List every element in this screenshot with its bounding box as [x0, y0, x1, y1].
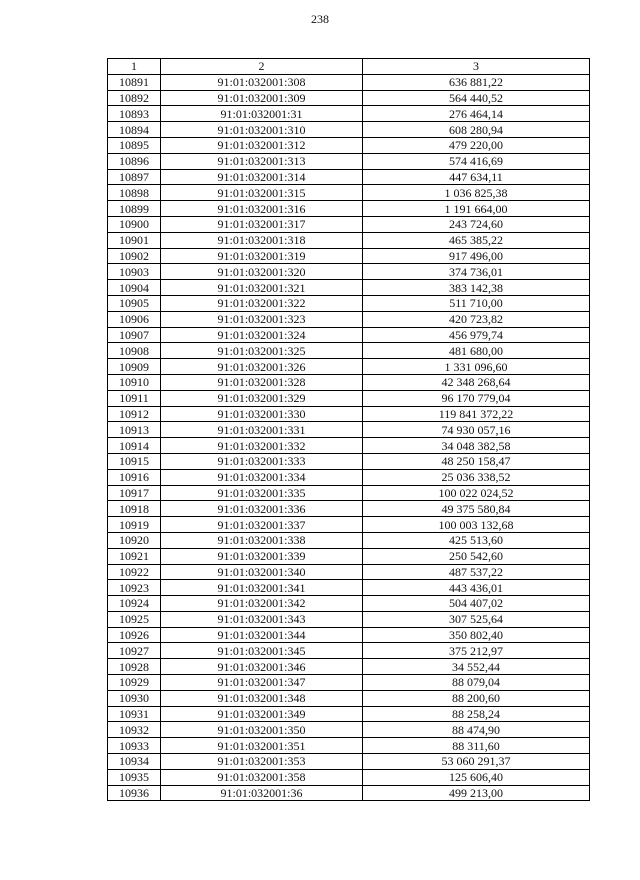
- value-cell: 443 436,01: [363, 580, 590, 596]
- value-cell: 119 841 372,22: [363, 406, 590, 422]
- table-row: [108, 706, 590, 722]
- table-row: [108, 469, 590, 485]
- value-cell: 74 930 057,16: [363, 422, 590, 438]
- cadastral-number-cell: 91:01:032001:338: [161, 532, 363, 548]
- value-cell: 125 606,40: [363, 769, 590, 785]
- table-row: [108, 169, 590, 185]
- row-number-cell: 10907: [108, 327, 161, 343]
- value-cell: 375 212,97: [363, 643, 590, 659]
- value-cell: 88 079,04: [363, 675, 590, 691]
- cadastral-number-cell: 91:01:032001:315: [161, 185, 363, 201]
- column-header-1: 1: [108, 59, 161, 75]
- value-cell: 42 348 268,64: [363, 374, 590, 390]
- cadastral-number-cell: 91:01:032001:316: [161, 201, 363, 217]
- table-row: [108, 738, 590, 754]
- table-row: [108, 185, 590, 201]
- value-cell: 1 331 096,60: [363, 359, 590, 375]
- table-row: [108, 785, 590, 801]
- value-cell: 456 979,74: [363, 327, 590, 343]
- table-row: [108, 295, 590, 311]
- row-number-cell: 10936: [108, 785, 161, 801]
- cadastral-number-cell: 91:01:032001:332: [161, 438, 363, 454]
- row-number-cell: 10911: [108, 390, 161, 406]
- row-number-cell: 10913: [108, 422, 161, 438]
- row-number-cell: 10910: [108, 374, 161, 390]
- value-cell: 374 736,01: [363, 264, 590, 280]
- row-number-cell: 10914: [108, 438, 161, 454]
- table-row: [108, 453, 590, 469]
- table-row: [108, 438, 590, 454]
- cadastral-number-cell: 91:01:032001:347: [161, 675, 363, 691]
- row-number-cell: 10928: [108, 659, 161, 675]
- cadastral-number-cell: 91:01:032001:320: [161, 264, 363, 280]
- row-number-cell: 10892: [108, 90, 161, 106]
- value-cell: 465 385,22: [363, 232, 590, 248]
- cadastral-number-cell: 91:01:032001:317: [161, 216, 363, 232]
- cadastral-number-cell: 91:01:032001:348: [161, 690, 363, 706]
- value-cell: 53 060 291,37: [363, 754, 590, 770]
- cadastral-number-cell: 91:01:032001:331: [161, 422, 363, 438]
- value-cell: 917 496,00: [363, 248, 590, 264]
- value-cell: 481 680,00: [363, 343, 590, 359]
- cadastral-number-cell: 91:01:032001:318: [161, 232, 363, 248]
- value-cell: 88 200,60: [363, 690, 590, 706]
- column-header-2: 2: [161, 59, 363, 75]
- table-row: [108, 532, 590, 548]
- cadastral-number-cell: 91:01:032001:312: [161, 137, 363, 153]
- value-cell: 1 036 825,38: [363, 185, 590, 201]
- cadastral-number-cell: 91:01:032001:321: [161, 280, 363, 296]
- value-cell: 420 723,82: [363, 311, 590, 327]
- table-row: [108, 374, 590, 390]
- cadastral-number-cell: 91:01:032001:346: [161, 659, 363, 675]
- table-row: [108, 106, 590, 122]
- row-number-cell: 10924: [108, 596, 161, 612]
- cadastral-number-cell: 91:01:032001:319: [161, 248, 363, 264]
- table-row: [108, 280, 590, 296]
- row-number-cell: 10915: [108, 453, 161, 469]
- value-cell: 1 191 664,00: [363, 201, 590, 217]
- table-row: [108, 769, 590, 785]
- cadastral-number-cell: 91:01:032001:343: [161, 611, 363, 627]
- value-cell: 34 552,44: [363, 659, 590, 675]
- table-row: [108, 517, 590, 533]
- cadastral-number-cell: 91:01:032001:336: [161, 501, 363, 517]
- value-cell: 100 003 132,68: [363, 517, 590, 533]
- cadastral-number-cell: 91:01:032001:322: [161, 295, 363, 311]
- value-cell: 34 048 382,58: [363, 438, 590, 454]
- row-number-cell: 10903: [108, 264, 161, 280]
- row-number-cell: 10935: [108, 769, 161, 785]
- table-row: [108, 264, 590, 280]
- row-number-cell: 10898: [108, 185, 161, 201]
- table-row: [108, 201, 590, 217]
- row-number-cell: 10920: [108, 532, 161, 548]
- row-number-cell: 10909: [108, 359, 161, 375]
- value-cell: 636 881,22: [363, 74, 590, 90]
- cadastral-number-cell: 91:01:032001:341: [161, 580, 363, 596]
- value-cell: 307 525,64: [363, 611, 590, 627]
- row-number-cell: 10899: [108, 201, 161, 217]
- value-cell: 88 474,90: [363, 722, 590, 738]
- row-number-cell: 10916: [108, 469, 161, 485]
- cadastral-number-cell: 91:01:032001:342: [161, 596, 363, 612]
- column-header-3: 3: [363, 59, 590, 75]
- cadastral-number-cell: 91:01:032001:358: [161, 769, 363, 785]
- table-row: [108, 406, 590, 422]
- cadastral-number-cell: 91:01:032001:314: [161, 169, 363, 185]
- cadastral-number-cell: 91:01:032001:351: [161, 738, 363, 754]
- cadastral-number-cell: 91:01:032001:310: [161, 122, 363, 138]
- cadastral-number-cell: 91:01:032001:36: [161, 785, 363, 801]
- value-cell: 96 170 779,04: [363, 390, 590, 406]
- row-number-cell: 10931: [108, 706, 161, 722]
- row-number-cell: 10893: [108, 106, 161, 122]
- value-cell: 276 464,14: [363, 106, 590, 122]
- table-row: [108, 611, 590, 627]
- value-cell: 487 537,22: [363, 564, 590, 580]
- row-number-cell: 10921: [108, 548, 161, 564]
- value-cell: 383 142,38: [363, 280, 590, 296]
- row-number-cell: 10930: [108, 690, 161, 706]
- row-number-cell: 10917: [108, 485, 161, 501]
- cadastral-number-cell: 91:01:032001:339: [161, 548, 363, 564]
- cadastral-number-cell: 91:01:032001:308: [161, 74, 363, 90]
- row-number-cell: 10901: [108, 232, 161, 248]
- cadastral-number-cell: 91:01:032001:350: [161, 722, 363, 738]
- row-number-cell: 10896: [108, 153, 161, 169]
- value-cell: 48 250 158,47: [363, 453, 590, 469]
- table-row: [108, 390, 590, 406]
- value-cell: 243 724,60: [363, 216, 590, 232]
- table-row: [108, 548, 590, 564]
- row-number-cell: 10923: [108, 580, 161, 596]
- cadastral-number-cell: 91:01:032001:325: [161, 343, 363, 359]
- cadastral-number-cell: 91:01:032001:309: [161, 90, 363, 106]
- table-row: [108, 137, 590, 153]
- table-row: [108, 675, 590, 691]
- value-cell: 504 407,02: [363, 596, 590, 612]
- cadastral-number-cell: 91:01:032001:326: [161, 359, 363, 375]
- table-row: [108, 596, 590, 612]
- registry-table: [107, 58, 590, 801]
- table-row: [108, 343, 590, 359]
- cadastral-number-cell: 91:01:032001:349: [161, 706, 363, 722]
- cadastral-number-cell: 91:01:032001:330: [161, 406, 363, 422]
- row-number-cell: 10927: [108, 643, 161, 659]
- cadastral-number-cell: 91:01:032001:333: [161, 453, 363, 469]
- table-row: [108, 122, 590, 138]
- row-number-cell: 10891: [108, 74, 161, 90]
- table-row: [108, 74, 590, 90]
- row-number-cell: 10918: [108, 501, 161, 517]
- value-cell: 511 710,00: [363, 295, 590, 311]
- page-number: 238: [311, 12, 329, 26]
- cadastral-number-cell: 91:01:032001:313: [161, 153, 363, 169]
- row-number-cell: 10904: [108, 280, 161, 296]
- row-number-cell: 10895: [108, 137, 161, 153]
- table-row: [108, 90, 590, 106]
- table-row: [108, 501, 590, 517]
- cadastral-number-cell: 91:01:032001:334: [161, 469, 363, 485]
- cadastral-number-cell: 91:01:032001:344: [161, 627, 363, 643]
- value-cell: 350 802,40: [363, 627, 590, 643]
- value-cell: 499 213,00: [363, 785, 590, 801]
- row-number-cell: 10926: [108, 627, 161, 643]
- table-row: [108, 359, 590, 375]
- table-row: [108, 659, 590, 675]
- table-row: [108, 722, 590, 738]
- cadastral-number-cell: 91:01:032001:328: [161, 374, 363, 390]
- row-number-cell: 10906: [108, 311, 161, 327]
- row-number-cell: 10900: [108, 216, 161, 232]
- value-cell: 25 036 338,52: [363, 469, 590, 485]
- table-row: [108, 754, 590, 770]
- header-row: [108, 59, 590, 75]
- row-number-cell: 10908: [108, 343, 161, 359]
- value-cell: 425 513,60: [363, 532, 590, 548]
- value-cell: 574 416,69: [363, 153, 590, 169]
- table-row: [108, 153, 590, 169]
- value-cell: 608 280,94: [363, 122, 590, 138]
- table-row: [108, 627, 590, 643]
- row-number-cell: 10922: [108, 564, 161, 580]
- value-cell: 88 258,24: [363, 706, 590, 722]
- table-row: [108, 564, 590, 580]
- row-number-cell: 10897: [108, 169, 161, 185]
- table-row: [108, 690, 590, 706]
- table-row: [108, 216, 590, 232]
- row-number-cell: 10912: [108, 406, 161, 422]
- row-number-cell: 10932: [108, 722, 161, 738]
- row-number-cell: 10919: [108, 517, 161, 533]
- cadastral-number-cell: 91:01:032001:323: [161, 311, 363, 327]
- table-row: [108, 643, 590, 659]
- row-number-cell: 10929: [108, 675, 161, 691]
- table-row: [108, 485, 590, 501]
- row-number-cell: 10902: [108, 248, 161, 264]
- row-number-cell: 10934: [108, 754, 161, 770]
- value-cell: 447 634,11: [363, 169, 590, 185]
- cadastral-number-cell: 91:01:032001:340: [161, 564, 363, 580]
- value-cell: 250 542,60: [363, 548, 590, 564]
- cadastral-number-cell: 91:01:032001:337: [161, 517, 363, 533]
- row-number-cell: 10905: [108, 295, 161, 311]
- table-row: [108, 580, 590, 596]
- cadastral-number-cell: 91:01:032001:335: [161, 485, 363, 501]
- table-row: [108, 422, 590, 438]
- table-row: [108, 311, 590, 327]
- table-row: [108, 232, 590, 248]
- row-number-cell: 10925: [108, 611, 161, 627]
- cadastral-number-cell: 91:01:032001:329: [161, 390, 363, 406]
- value-cell: 479 220,00: [363, 137, 590, 153]
- cadastral-number-cell: 91:01:032001:345: [161, 643, 363, 659]
- row-number-cell: 10933: [108, 738, 161, 754]
- cadastral-number-cell: 91:01:032001:31: [161, 106, 363, 122]
- table-row: [108, 327, 590, 343]
- row-number-cell: 10894: [108, 122, 161, 138]
- table-row: [108, 248, 590, 264]
- value-cell: 564 440,52: [363, 90, 590, 106]
- value-cell: 49 375 580,84: [363, 501, 590, 517]
- value-cell: 88 311,60: [363, 738, 590, 754]
- cadastral-number-cell: 91:01:032001:324: [161, 327, 363, 343]
- value-cell: 100 022 024,52: [363, 485, 590, 501]
- cadastral-number-cell: 91:01:032001:353: [161, 754, 363, 770]
